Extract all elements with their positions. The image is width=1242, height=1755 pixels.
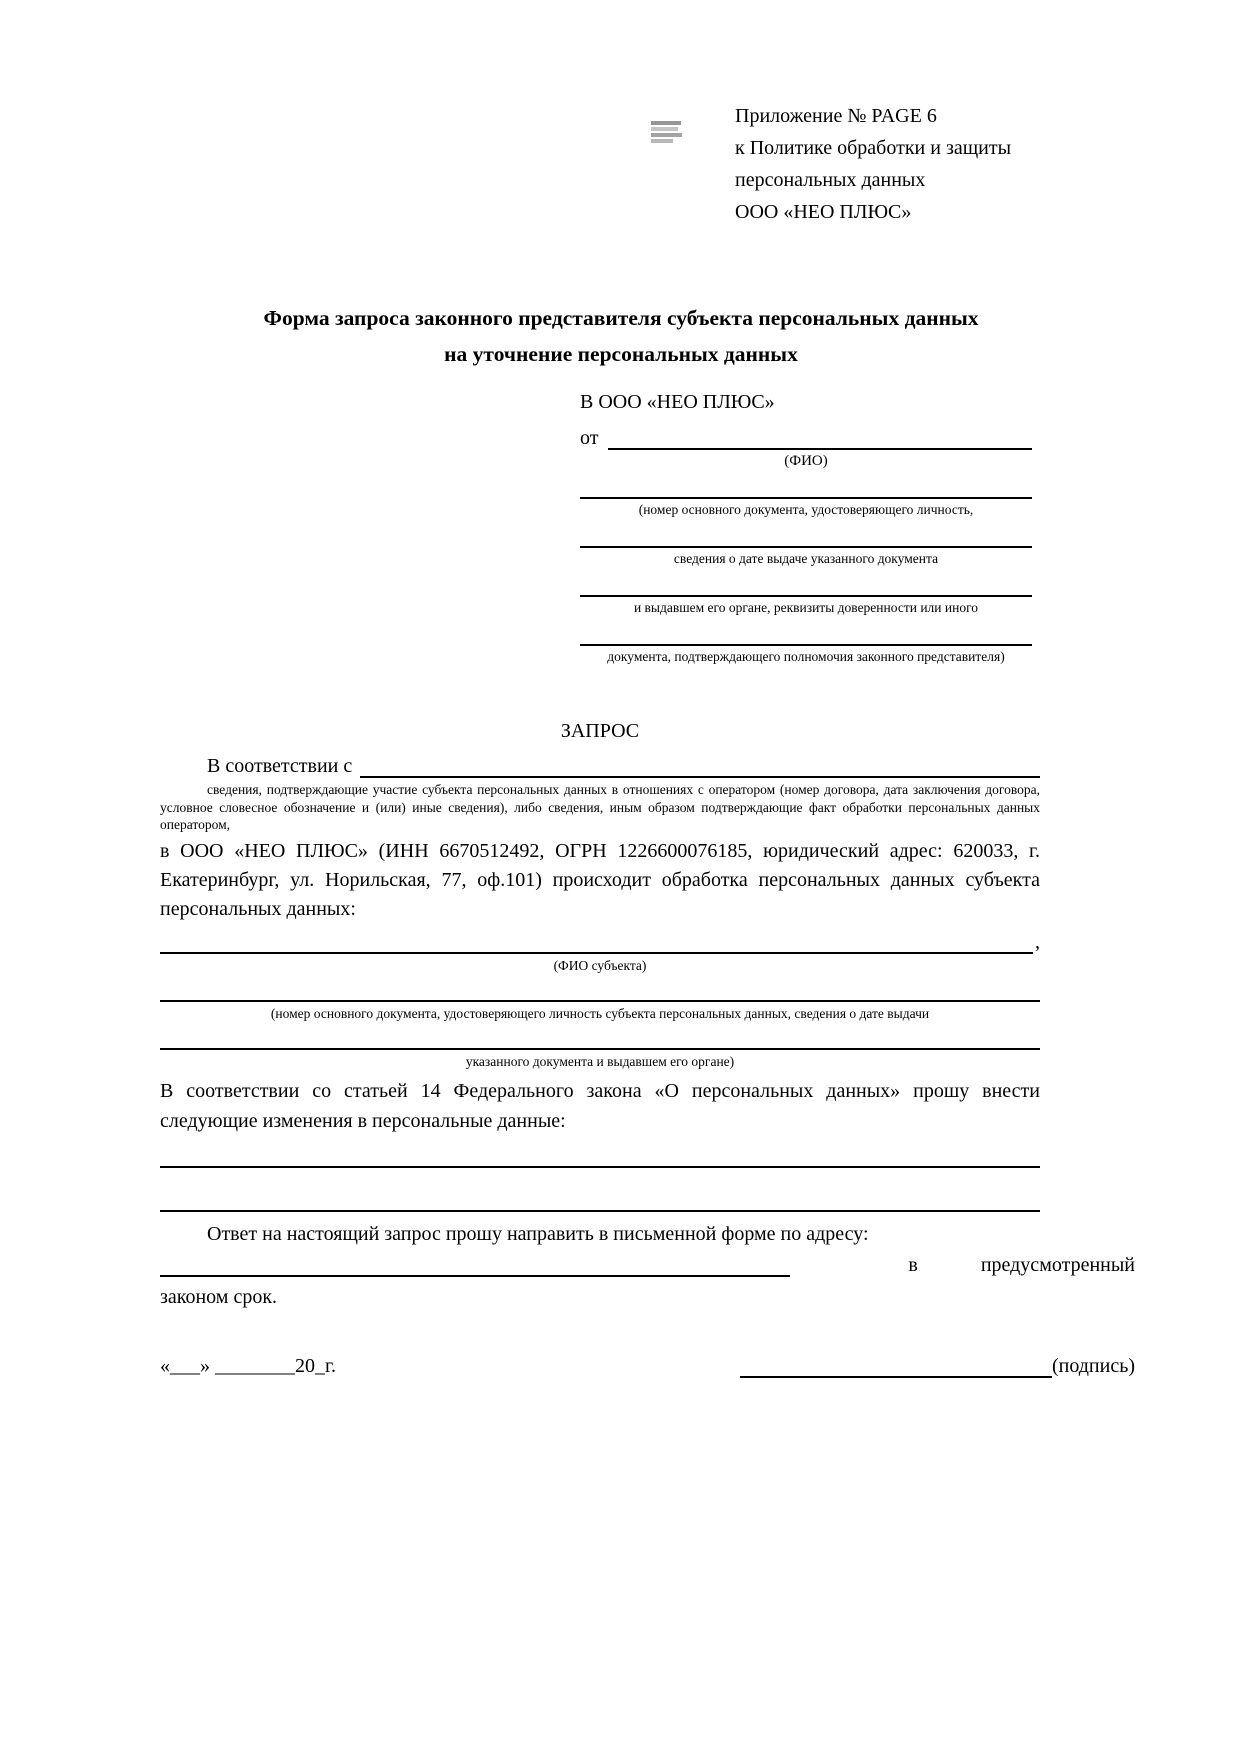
smudge-bar (651, 133, 682, 137)
request-heading: ЗАПРОС (560, 720, 640, 742)
operator-paragraph: в ООО «НЕО ПЛЮС» (ИНН 6670512492, ОГРН 1226600076185, юридический адрес: 620033, г. Екатеринбург, ул. Норильская, 77, оф.101) происходит обработка персональных данных субъекта персональных данных: (160, 839, 1040, 920)
addressee-to-line: В ООО «НЕО ПЛЮС» (580, 391, 775, 413)
signature-caption: (подпись) (1051, 1354, 1135, 1377)
changes-fill-line-1 (160, 1136, 1040, 1168)
answer-paragraph-line-3: законом срок. (160, 1285, 278, 1308)
intro-row (160, 754, 1040, 778)
from-row (580, 420, 1032, 450)
fill-line (580, 518, 1032, 548)
subject-doc-fill-line-1 (160, 974, 1040, 1002)
subject-fio-fill-line (160, 952, 1033, 954)
representative-doc-field-2 (580, 518, 1032, 567)
smudge-bar (651, 121, 681, 125)
from-label: от (580, 427, 599, 449)
appendix-header (735, 100, 1055, 228)
smudge-bar (651, 139, 673, 143)
policy-line-2: персональных данных (735, 169, 926, 191)
title-line-1: Форма запроса законного представителя субъекта персональных данных (263, 306, 979, 330)
addressee-block (580, 388, 1032, 665)
document-title (0, 300, 1242, 372)
field-caption: и выдавшем его органе, реквизиты доверенности или иного (633, 600, 979, 615)
date-signature-row (160, 1348, 1135, 1378)
representative-doc-field-3 (580, 567, 1032, 616)
subject-fio-caption: (ФИО субъекта) (553, 957, 647, 973)
date-blank: «___» ________20_г. (160, 1354, 336, 1377)
fill-line (580, 616, 1032, 646)
intro-fill-line (360, 776, 1040, 778)
smudged-text-icon (651, 121, 683, 143)
subject-fio-row (160, 924, 1040, 954)
title-line-2: на уточнение персональных данных (444, 342, 798, 366)
subject-doc-caption-2: указанного документа и выдавшем его органе) (465, 1053, 735, 1069)
signature-fill-line (740, 1350, 1052, 1378)
answer-paragraph-line-1: Ответ на настоящий запрос прошу направить в письменной форме по адресу: (207, 1222, 869, 1245)
intro-prefix: В соответствии с (207, 755, 353, 777)
fill-line (580, 469, 1032, 499)
field-caption: (номер основного документа, удостоверяющего личность, (638, 502, 974, 517)
fill-line (580, 567, 1032, 597)
subject-doc-caption-1: (номер основного документа, удостоверяющего личность субъекта персональных данных, сведения о дате выдачи (270, 1005, 930, 1021)
subject-line-comma: , (1035, 930, 1040, 953)
answer-address-row (160, 1249, 1135, 1277)
representative-doc-field-4 (580, 616, 1032, 665)
field-caption: сведения о дате выдаче указанного документа (673, 551, 939, 566)
intro-footnote: сведения, подтверждающие участие субъекта персональных данных в отношениях с оператором (номер договора, дата заключения договора, условное словесное обозначение и (или) иные сведения), либо сведения, иным образом подтверждающие факт обработки персональных данных оператором, (160, 782, 1040, 832)
from-fill-line (608, 448, 1032, 450)
policy-line-1: к Политике обработки и защиты (735, 137, 1012, 159)
answer-address-fill-line (160, 1275, 790, 1277)
answer-paragraph-tail: в предусмотренный (908, 1253, 1135, 1276)
organization-name: ООО «НЕО ПЛЮС» (735, 201, 912, 223)
request-body (160, 712, 1135, 1378)
representative-doc-field-1 (580, 469, 1032, 518)
changes-fill-line-2 (160, 1168, 1040, 1212)
fio-caption: (ФИО) (784, 453, 828, 469)
smudge-bar (651, 127, 678, 131)
law-paragraph: В соответствии со статьей 14 Федерального закона «О персональных данных» прошу внести следующие изменения в персональные данные: (160, 1079, 1040, 1132)
appendix-number-line: Приложение № PAGE 6 (735, 105, 937, 127)
subject-doc-fill-line-2 (160, 1022, 1040, 1050)
field-caption: документа, подтверждающего полномочия законного представителя) (607, 649, 1005, 664)
